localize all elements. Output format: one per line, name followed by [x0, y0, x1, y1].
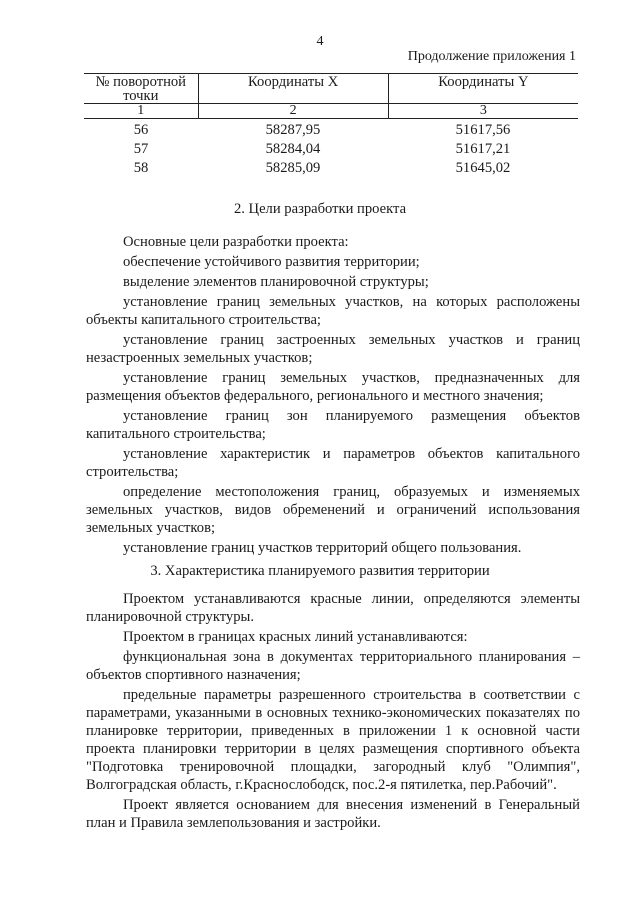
- paragraph: Основные цели разработки проекта:: [123, 234, 349, 250]
- column-number: 1: [137, 103, 145, 118]
- header-coord-x: Координаты X: [198, 74, 388, 103]
- section3-title: 3. Характеристика планируемого развития территории: [150, 563, 490, 579]
- page-number: 4: [316, 34, 324, 49]
- paragraph: установление границ участков территорий общего пользования.: [123, 540, 522, 556]
- coord-y: 51645,02: [455, 160, 511, 176]
- paragraph: определение местоположения границ, образуемых и изменяемых земельных участков, видов обременений и ограничений использования земельных участков;: [86, 484, 580, 536]
- section2-title: 2. Цели разработки проекта: [233, 201, 407, 217]
- paragraph: функциональная зона в документах территориального планирования – объектов спортивного назначения;: [86, 649, 580, 683]
- coord-y: 51617,56: [455, 122, 511, 138]
- continuation-label: Продолжение приложения 1: [407, 49, 576, 64]
- header-coord-y: Координаты Y: [388, 74, 578, 103]
- column-number: 3: [388, 104, 578, 118]
- coord-y: 51617,21: [455, 141, 511, 157]
- table-column-numbers: [84, 104, 578, 119]
- paragraph: установление границ застроенных земельных участков и границ незастроенных земельных участков;: [86, 332, 580, 366]
- table-row: [84, 140, 578, 159]
- section3-body: [86, 590, 580, 834]
- paragraph: установление границ зон планируемого размещения объектов капитального строительства;: [86, 408, 580, 442]
- point-number: 56: [133, 122, 149, 138]
- paragraph: установление характеристик и параметров объектов капитального строительства;: [86, 446, 580, 480]
- paragraph: Проектом устанавливаются красные линии, определяются элементы планировочной структуры.: [86, 591, 580, 625]
- paragraph: обеспечение устойчивого развития территории;: [123, 254, 420, 270]
- paragraph: установление границ земельных участков, на которых расположены объекты капитального строительства;: [86, 294, 580, 328]
- coord-x: 58284,04: [265, 141, 321, 157]
- point-number: 58: [133, 160, 149, 176]
- table-row: [84, 159, 578, 178]
- table-header-row: [84, 73, 578, 104]
- coord-x: 58285,09: [265, 160, 321, 176]
- table-row: [84, 121, 578, 140]
- column-number: 2: [198, 104, 388, 118]
- point-number: 57: [133, 141, 149, 157]
- coordinates-table: [84, 73, 578, 178]
- coord-x: 58287,95: [265, 122, 321, 138]
- header-point-number: № поворотной точки: [95, 74, 186, 104]
- paragraph: Проектом в границах красных линий устанавливаются:: [123, 629, 468, 645]
- section2-body: [86, 233, 580, 559]
- paragraph: выделение элементов планировочной структуры;: [123, 274, 429, 290]
- paragraph: Проект является основанием для внесения изменений в Генеральный план и Правила землепользования и застройки.: [86, 797, 580, 831]
- paragraph: установление границ земельных участков, предназначенных для размещения объектов федерального, регионального и местного значения;: [86, 370, 580, 404]
- paragraph: предельные параметры разрешенного строительства в соответствии с параметрами, указанными в основных технико-экономических показателях по планировке территории, приведенных в приложении 1 к основной части проекта планировки территории в целях размещения спортивного объекта "Подготовка тренировочной площадки, загородный клуб "Олимпия", Волгоградская область, г.Краснослободск, пос.2-я пятилетка, пер.Рабочий".: [86, 687, 580, 793]
